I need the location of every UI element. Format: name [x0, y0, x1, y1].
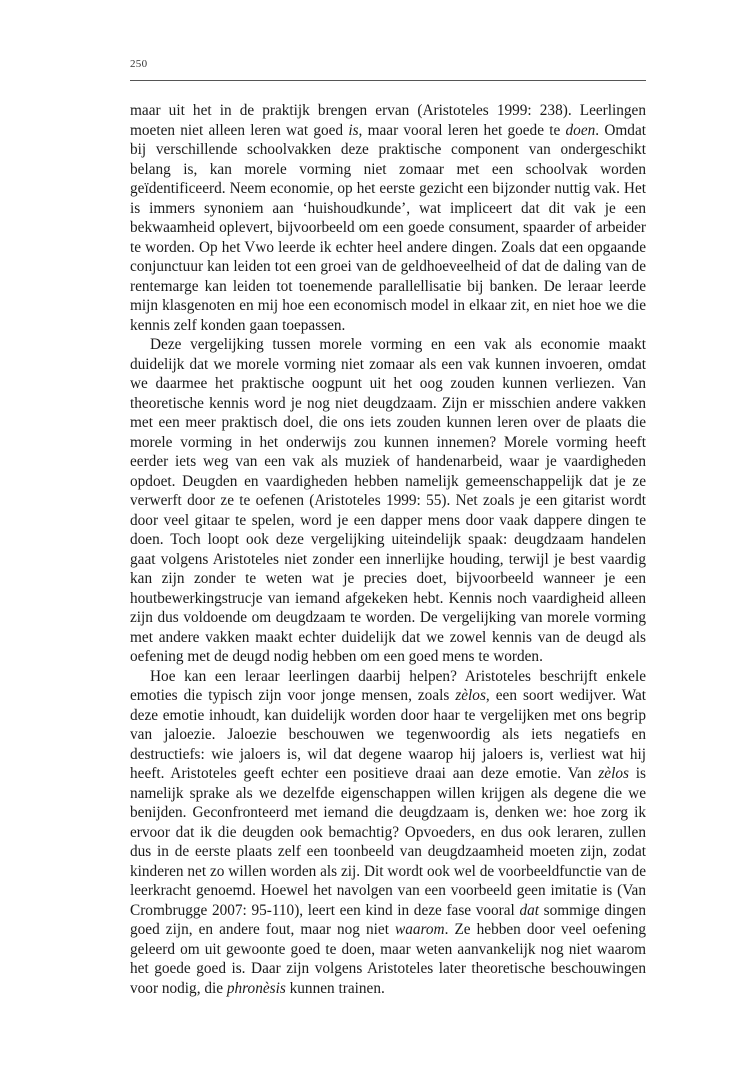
italic-run: waarom: [395, 921, 445, 938]
text-run: maar uit het in de praktijk brengen ervan (Aristoteles 1999: 238). Leerlingen moeten niet alleen leren wat goed: [130, 102, 646, 139]
text-run: Deze vergelijking tussen morele vorming en een vak als economie maakt duidelijk dat we morele vorming niet zomaar als een vak kunnen invoeren, omdat we daarmee het praktische oogpunt uit het oog zouden kunnen verliezen. Van theoretische kennis word je nog niet deugdzaam. Zijn er misschien andere vakken met een meer praktisch doel, die ons iets zouden kunnen leren over de plaats die morele vorming in het onderwijs zou kunnen innemen? Morele vorming heeft eerder iets weg van een vak als muziek of handenarbeid, waar je vaardigheden opdoet. Deugden en vaardigheden hebben namelijk gemeenschappelijk dat je ze verwerft door ze te oefenen (Aristoteles 1999: 55). Net zoals je een gitarist wordt door veel gitaar te spelen, word je een dapper mens door vaak dappere dingen te doen. Toch loopt ook deze vergelijking uiteindelijk spaak: deugdzaam handelen gaat volgens Aristoteles niet zonder een innerlijke houding, terwijl je best vaardig kan zijn zonder te weten wat je precies doet, bijvoorbeeld wanneer je een houtbewerkingstrucje van iemand afgekeken hebt. Kennis noch vaardigheid alleen zijn dus voldoende om deugdzaam te worden. De vergelijking van morele vorming met andere vakken maakt echter duidelijk dat we zowel kennis van de deugd als oefening met de deugd nodig hebben om een goed mens te worden.: [130, 336, 646, 665]
header-rule: [130, 80, 646, 81]
text-run: sommige dingen goed zijn, en andere fout, maar nog niet: [130, 901, 646, 938]
italic-run: zèlos: [455, 687, 486, 704]
italic-run: doen: [565, 121, 596, 139]
text-run: kunnen trainen.: [285, 979, 385, 997]
italic-run: zèlos: [598, 765, 629, 782]
paragraph-3: [130, 667, 646, 999]
page-number: 250: [130, 58, 148, 70]
text-run: , maar vooral leren het goede te: [358, 121, 566, 139]
text-run: . Omdat bij verschillende schoolvakken deze praktische component van ondergeschikt belang is, kan morele vorming niet zomaar met een schoolvak worden geïdentificeerd. Neem economie, op het eerste gezicht een bijzonder nuttig vak. Het is immers synoniem aan ‘huishoudkunde’, wat impliceert dat dit vak je een bekwaamheid oplevert, bijvoorbeeld om een goede consument, spaarder of arbeider te worden. Op het Vwo leerde ik echter heel andere dingen. Zoals dat een opgaande conjunctuur kan leiden tot een groei van de geldhoeveelheid of dat de daling van de rentemarge kan leiden tot toenemende parallellisatie bij banken. De leraar leerde mijn klasgenoten en mij hoe een economisch model in elkaar zit, en niet hoe we die kennis zelf konden gaan toepassen.: [130, 121, 646, 334]
text-run: is namelijk sprake als we dezelfde eigenschappen willen krijgen als degene die we benijden. Geconfronteerd met iemand die deugdzaam is, denken we: hoe zorg ik ervoor dat ik die deugden ook bemachtig? Opvoeders, en dus ook leraren, zullen dus in de eerste plaats zelf een toonbeeld van deugdzaamheid moeten zijn, zodat kinderen net zo willen worden als zij. Dit wordt ook wel de voorbeeldfunctie van de leerkracht genoemd. Hoewel het navolgen van een voorbeeld geen imitatie is (Van Crombrugge 2007: 95-110), leert een kind in deze fase vooral: [130, 765, 647, 919]
italic-run: dat: [519, 901, 539, 919]
italic-run: is: [348, 121, 359, 139]
text-run: . Ze hebben door veel oefening geleerd om uit gewoonte goed te doen, maar weten aanvankelijk nog niet waarom het goede goed is. Daar zijn volgens Aristoteles later theoretische beschouwingen voor nodig, die: [130, 921, 646, 997]
text-run: , een soort wedijver. Wat deze emotie inhoudt, kan duidelijk worden door haar te vergelijken met ons begrip van jaloezie. Jaloezie beschouwen we tegenwoordig als iets negatiefs en destructiefs: wie jaloers is, wil dat degene waarop hij jaloers is, verliest wat hij heeft. Aristoteles geeft echter een positieve draai aan deze emotie. Van: [130, 687, 646, 782]
paragraph-2: [130, 335, 646, 667]
body-text: [130, 101, 646, 998]
italic-run: phronèsis: [226, 979, 286, 997]
text-run: Hoe kan een leraar leerlingen daarbij helpen? Aristoteles beschrijft enkele emoties die typisch zijn voor jonge mensen, zoals: [130, 667, 646, 704]
paragraph-1: [130, 101, 646, 335]
